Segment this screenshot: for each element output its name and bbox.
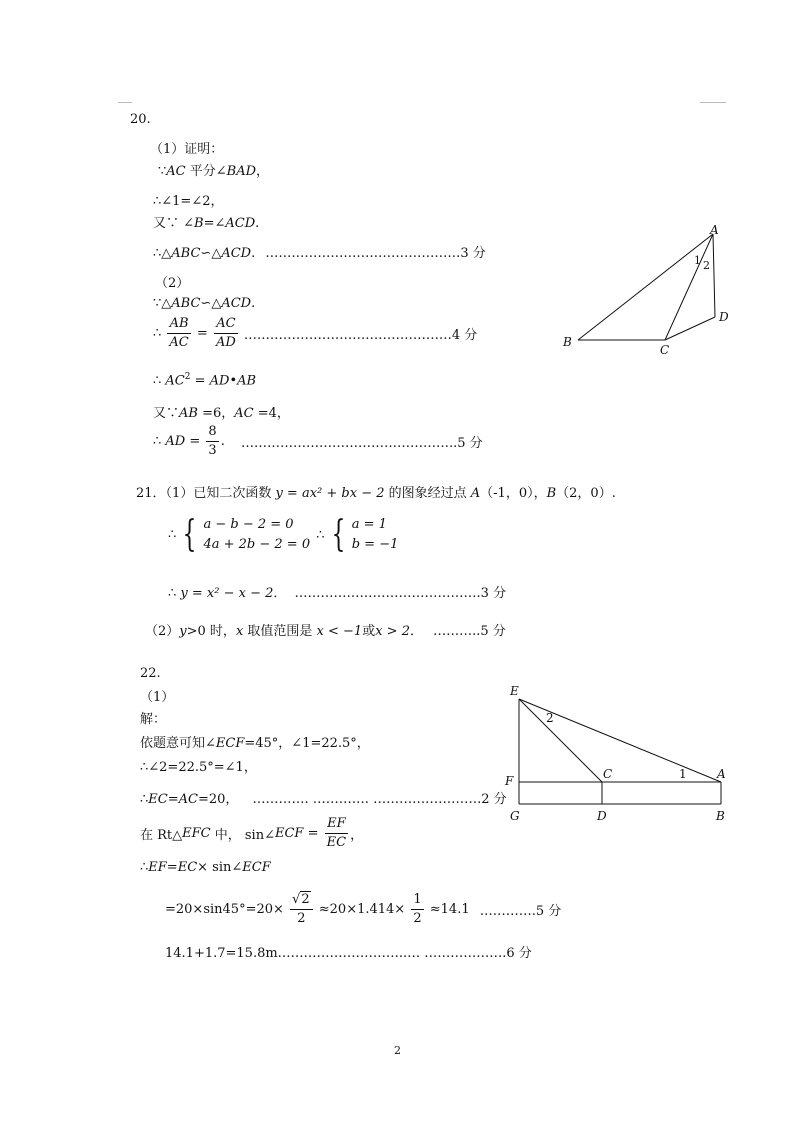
q22-line3: ∴EC=AC=20， …………. …………. …………………….2 分 [140, 792, 507, 807]
q20-triangle-figure [555, 222, 740, 357]
q20-line3: 又∵ ∠B=∠ACD. [153, 216, 260, 231]
segment-ca [665, 234, 713, 340]
fraction-ac-ad: $\frac{AC}{AD}$ [215, 316, 236, 350]
segment-cd [665, 317, 715, 340]
label-a: A [710, 223, 719, 237]
q22-score-5: ………….5 分 [479, 904, 562, 919]
label-angle-2: 2 [546, 711, 554, 725]
q22-line5: ∴EF=EC× sin∠ECF [140, 860, 271, 875]
q22-figure [500, 680, 740, 825]
q20-part2-label: （2） [155, 276, 190, 291]
q22-part1: （1） [140, 690, 175, 705]
q21-score-3: …………………………………….3 分 [294, 586, 507, 601]
segment-ba [578, 234, 713, 340]
q20-line4: ∴△ABC∽△ACD. ………………………………………3 分 [153, 246, 486, 261]
fraction-ab-ac: $\frac{AB}{AC}$ [169, 316, 189, 350]
q22-line4: 在 Rt△EFC 中， sin∠ECF = $\frac{EF}{EC}$ ， [140, 816, 364, 850]
label-b: B [716, 809, 725, 823]
q21-line4: （2）y>0 时，x 取值范围是 x < −1或x > 2． ………..5 分 [145, 624, 506, 639]
label-e: E [510, 684, 519, 698]
q20-line8: 又∵AB =6，AC =4， [153, 406, 290, 421]
q21-line3: ∴ y = x² − x − 2． …………………………………….3 分 [168, 586, 507, 601]
label-c: C [603, 767, 613, 781]
q20-line1: ∵AC 平分∠BAD， [158, 164, 270, 179]
label-angle-1: 1 [679, 767, 687, 781]
label-angle-2: 2 [703, 259, 710, 272]
top-left-rule [118, 102, 132, 103]
q20-line5: ∵△ABC∽△ACD. [153, 296, 256, 311]
q20-line6: ∴ $\frac{AB}{AC}$ = $\frac{AC}{AD}$ …………………………………………4 分 [153, 316, 478, 350]
fraction-ef-ec: $\frac{EF}{EC}$ [326, 816, 347, 850]
q22-score-2: …………. …………. …………………….2 分 [252, 792, 507, 807]
q20-line7: ∴ $AC^2$ = AD•AB [153, 372, 257, 389]
top-right-rule [700, 102, 726, 103]
q22-line1: 依题意可知∠ECF=45°，∠1=22.5°， [140, 736, 370, 751]
q20-line2: ∴∠1=∠2， [153, 194, 224, 209]
q22-line7: 14.1+1.7=15.8m.………………………..… ……………….6 分 [165, 946, 532, 961]
label-f: F [505, 774, 514, 788]
system-2: a = 1 b = −1 [351, 517, 399, 552]
label-b: B [563, 335, 572, 349]
system-1: a − b − 2 = 0 4a + 2b − 2 = 0 [203, 517, 311, 552]
q20-score-3: ………………………………………3 分 [265, 246, 486, 261]
q22-line2: ∴∠2=22.5°=∠1， [140, 760, 257, 775]
label-angle-1: 1 [694, 254, 701, 267]
q22-score-6: ………………………..… ……………….6 分 [281, 946, 532, 961]
segment-ad [713, 234, 715, 317]
q22-number: 22. [140, 666, 161, 681]
q20-number: 20. [130, 112, 151, 127]
q20-score-4: …………………………………………4 分 [243, 328, 478, 343]
label-c: C [660, 343, 670, 357]
q21-score-5: ………..5 分 [433, 624, 506, 639]
q22-line6: =20×sin45°=20× $\frac{√2}{2}$ ≈20×1.414× $\frac{1}{2}$ ≈14.1 ………….5 分 [165, 892, 562, 926]
label-d: D [719, 310, 729, 324]
q20-part1-label: （1）证明： [150, 142, 224, 157]
q21-system: ∴ { a − b − 2 = 0 4a + 2b − 2 = 0 ∴ { a = 1 b = −1 [168, 514, 399, 555]
fraction-1-2: $\frac{1}{2}$ [413, 892, 422, 926]
label-d: D [597, 809, 607, 823]
segment-ec [519, 699, 602, 782]
q20-score-5: …………………………………………..5 分 [240, 436, 483, 451]
label-a: A [717, 767, 726, 781]
q21-line1: 21．（1）已知二次函数 y = ax² + bx − 2 的图象经过点 A（-1，0），B（2，0）. [136, 486, 616, 501]
page-number: 2 [394, 1044, 401, 1057]
q20-line9: ∴ AD = $\frac{8}{3}$ . …………………………………………..5 分 [153, 424, 483, 458]
q22-jie: 解： [140, 712, 167, 727]
fraction-sqrt2-2: $\frac{√2}{2}$ [290, 892, 313, 927]
label-g: G [510, 809, 520, 823]
fraction-8-3: $\frac{8}{3}$ [208, 424, 217, 458]
